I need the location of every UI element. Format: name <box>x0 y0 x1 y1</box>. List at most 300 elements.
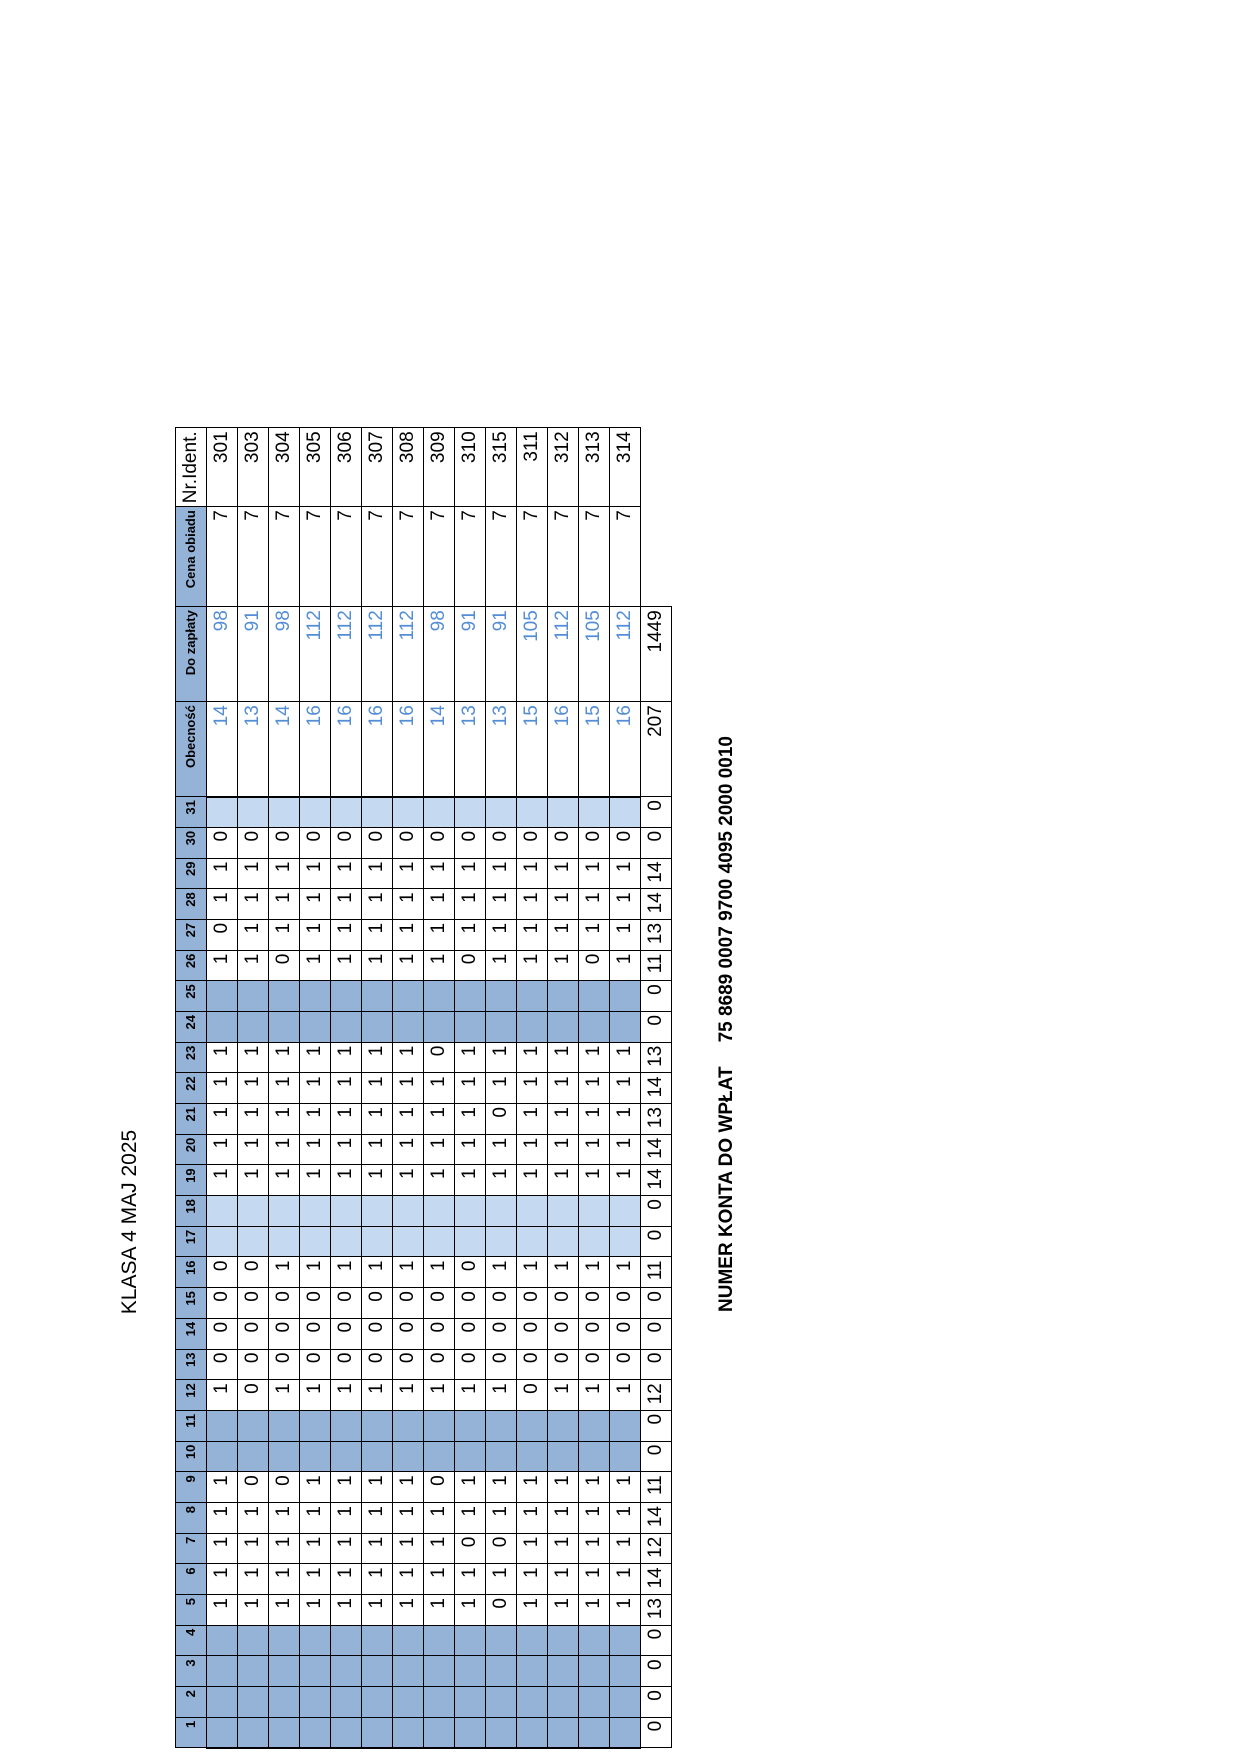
day-cell <box>331 1410 362 1441</box>
day-cell <box>393 1410 424 1441</box>
day-cell <box>331 1012 362 1043</box>
day-cell <box>300 981 331 1012</box>
day-cell: 1 <box>393 1257 424 1288</box>
day-cell: 1 <box>579 1533 610 1564</box>
day-cell <box>548 1687 579 1718</box>
day-cell <box>455 1625 486 1656</box>
day-cell: 1 <box>269 1042 300 1073</box>
day-cell <box>610 1717 641 1748</box>
day-cell: 1 <box>579 1472 610 1503</box>
day-cell: 1 <box>424 1165 455 1196</box>
day-cell: 1 <box>300 1257 331 1288</box>
day-cell: 1 <box>300 1165 331 1196</box>
day-cell <box>424 1410 455 1441</box>
day-cell: 1 <box>269 1134 300 1165</box>
cena-cell: 7 <box>424 507 455 607</box>
day-cell: 1 <box>424 889 455 920</box>
day-header: 27 <box>176 919 207 950</box>
day-cell <box>393 1196 424 1227</box>
day-cell: 1 <box>486 1042 517 1073</box>
day-cell: 1 <box>238 1564 269 1595</box>
obecnosc-cell: 16 <box>610 702 641 797</box>
day-cell <box>393 1441 424 1472</box>
day-cell: 1 <box>579 1073 610 1104</box>
day-cell <box>362 1410 393 1441</box>
day-cell <box>207 1656 238 1687</box>
day-cell <box>610 1656 641 1687</box>
day-cell: 1 <box>548 1165 579 1196</box>
cena-cell: 7 <box>579 507 610 607</box>
day-cell: 1 <box>610 889 641 920</box>
day-cell <box>424 1717 455 1748</box>
day-header: 15 <box>176 1288 207 1319</box>
day-cell: 1 <box>238 1595 269 1626</box>
ident-cell: 314 <box>610 428 641 507</box>
day-total: 11 <box>641 1472 672 1503</box>
day-cell: 0 <box>424 1349 455 1380</box>
day-cell <box>486 1717 517 1748</box>
ident-cell: 303 <box>238 428 269 507</box>
day-cell: 1 <box>300 1042 331 1073</box>
day-cell <box>455 1441 486 1472</box>
day-cell: 1 <box>393 1042 424 1073</box>
day-cell: 0 <box>393 1349 424 1380</box>
day-cell: 1 <box>207 1134 238 1165</box>
day-cell <box>393 1012 424 1043</box>
day-cell: 1 <box>455 1165 486 1196</box>
day-cell <box>393 1656 424 1687</box>
obecnosc-cell: 16 <box>548 702 579 797</box>
day-cell <box>455 1012 486 1043</box>
ident-cell: 301 <box>207 428 238 507</box>
day-cell: 1 <box>610 950 641 981</box>
day-cell: 1 <box>455 1104 486 1135</box>
day-cell: 0 <box>424 1472 455 1503</box>
day-cell <box>579 1717 610 1748</box>
table-row <box>455 428 486 1748</box>
day-cell: 1 <box>424 1073 455 1104</box>
obecnosc-cell: 16 <box>393 702 424 797</box>
day-cell: 1 <box>486 1165 517 1196</box>
day-header: 20 <box>176 1134 207 1165</box>
cena-total <box>641 507 672 607</box>
day-cell <box>207 1441 238 1472</box>
day-cell <box>517 1717 548 1748</box>
day-cell <box>331 1656 362 1687</box>
day-cell: 1 <box>393 858 424 889</box>
day-cell: 1 <box>424 1503 455 1534</box>
day-cell <box>486 1012 517 1043</box>
day-cell <box>424 1196 455 1227</box>
day-cell <box>269 1012 300 1043</box>
day-header: 22 <box>176 1073 207 1104</box>
day-cell: 1 <box>269 1073 300 1104</box>
day-cell <box>238 1226 269 1257</box>
day-cell: 0 <box>300 1318 331 1349</box>
day-cell: 1 <box>331 1380 362 1411</box>
table-row <box>362 428 393 1748</box>
day-total: 0 <box>641 1625 672 1656</box>
day-cell <box>331 1625 362 1656</box>
day-cell: 1 <box>610 1134 641 1165</box>
day-cell <box>331 1226 362 1257</box>
day-cell: 1 <box>207 1564 238 1595</box>
table-row <box>300 428 331 1748</box>
cena-cell: 7 <box>486 507 517 607</box>
day-total: 11 <box>641 1257 672 1288</box>
day-cell <box>424 797 455 828</box>
day-cell <box>300 1687 331 1718</box>
day-cell: 1 <box>207 1503 238 1534</box>
day-cell <box>486 1687 517 1718</box>
day-cell <box>486 1226 517 1257</box>
do-zaplaty-cell: 98 <box>424 607 455 702</box>
day-cell: 1 <box>455 1042 486 1073</box>
do-zaplaty-cell: 112 <box>610 607 641 702</box>
day-cell <box>548 1196 579 1227</box>
day-cell <box>455 797 486 828</box>
day-cell <box>548 1441 579 1472</box>
day-cell: 1 <box>455 1134 486 1165</box>
day-cell <box>455 1226 486 1257</box>
day-cell <box>486 1196 517 1227</box>
table-row <box>331 428 362 1748</box>
obecnosc-cell: 16 <box>331 702 362 797</box>
cena-cell: 7 <box>207 507 238 607</box>
day-header: 12 <box>176 1380 207 1411</box>
day-cell: 0 <box>362 1288 393 1319</box>
day-cell <box>269 1410 300 1441</box>
day-cell: 1 <box>362 1472 393 1503</box>
day-cell: 1 <box>269 889 300 920</box>
day-cell: 0 <box>486 1533 517 1564</box>
day-cell <box>362 1717 393 1748</box>
day-cell: 1 <box>300 1134 331 1165</box>
day-cell: 1 <box>486 858 517 889</box>
table-row <box>610 428 641 1748</box>
day-cell: 1 <box>455 1595 486 1626</box>
day-cell: 1 <box>548 1134 579 1165</box>
day-cell: 0 <box>455 827 486 858</box>
day-cell: 0 <box>269 1472 300 1503</box>
day-cell <box>548 797 579 828</box>
day-cell <box>579 981 610 1012</box>
day-cell: 0 <box>331 1349 362 1380</box>
day-cell <box>455 981 486 1012</box>
day-cell: 1 <box>517 889 548 920</box>
day-total: 14 <box>641 889 672 920</box>
day-total: 0 <box>641 1226 672 1257</box>
day-cell <box>455 1656 486 1687</box>
day-cell <box>486 797 517 828</box>
day-cell: 0 <box>207 1349 238 1380</box>
do-zaplaty-cell: 112 <box>362 607 393 702</box>
obecnosc-cell: 13 <box>455 702 486 797</box>
day-cell: 1 <box>393 1165 424 1196</box>
day-cell <box>517 1196 548 1227</box>
day-cell <box>517 1625 548 1656</box>
day-cell: 1 <box>207 1380 238 1411</box>
day-cell: 1 <box>424 1595 455 1626</box>
ident-cell: 309 <box>424 428 455 507</box>
header-do-zaplaty: Do zapłaty <box>176 607 207 702</box>
day-cell <box>207 1012 238 1043</box>
day-header: 5 <box>176 1595 207 1626</box>
day-cell: 0 <box>517 827 548 858</box>
day-total: 0 <box>641 981 672 1012</box>
ident-cell: 306 <box>331 428 362 507</box>
obecnosc-cell: 15 <box>517 702 548 797</box>
day-cell: 1 <box>207 1104 238 1135</box>
day-cell <box>269 797 300 828</box>
day-cell <box>238 1196 269 1227</box>
day-cell: 1 <box>269 1595 300 1626</box>
do-zaplaty-cell: 91 <box>486 607 517 702</box>
day-cell: 1 <box>331 1134 362 1165</box>
day-header: 9 <box>176 1472 207 1503</box>
day-cell: 1 <box>207 1165 238 1196</box>
day-cell: 1 <box>269 1533 300 1564</box>
day-cell: 0 <box>486 827 517 858</box>
day-cell: 1 <box>548 1503 579 1534</box>
day-cell: 1 <box>579 1134 610 1165</box>
day-cell: 1 <box>579 858 610 889</box>
day-cell: 1 <box>238 1042 269 1073</box>
day-cell <box>207 1410 238 1441</box>
day-cell <box>300 1656 331 1687</box>
day-cell: 1 <box>455 1073 486 1104</box>
ident-cell: 311 <box>517 428 548 507</box>
day-cell <box>331 1717 362 1748</box>
day-cell: 1 <box>579 889 610 920</box>
account-label: NUMER KONTA DO WPŁAT <box>716 1066 737 1312</box>
day-cell <box>610 1441 641 1472</box>
day-cell <box>300 1441 331 1472</box>
day-cell <box>331 1196 362 1227</box>
day-cell: 1 <box>207 1472 238 1503</box>
day-total: 0 <box>641 1687 672 1718</box>
do-zaplaty-cell: 91 <box>238 607 269 702</box>
header-obecnosc: Obecność <box>176 702 207 797</box>
day-cell <box>238 797 269 828</box>
day-header: 13 <box>176 1349 207 1380</box>
day-cell <box>207 1625 238 1656</box>
title-text: KLASA 4 MAJ 2025 <box>118 1129 141 1315</box>
day-cell: 1 <box>300 1533 331 1564</box>
day-cell: 0 <box>424 827 455 858</box>
day-cell: 0 <box>517 1318 548 1349</box>
day-cell: 0 <box>269 1288 300 1319</box>
day-cell <box>300 797 331 828</box>
day-cell: 0 <box>610 1349 641 1380</box>
ident-cell: 312 <box>548 428 579 507</box>
day-cell: 0 <box>455 1349 486 1380</box>
day-cell: 0 <box>486 1288 517 1319</box>
day-cell: 1 <box>517 1257 548 1288</box>
day-cell: 1 <box>424 950 455 981</box>
day-cell: 1 <box>548 950 579 981</box>
day-cell <box>610 1226 641 1257</box>
day-cell <box>393 1625 424 1656</box>
day-cell: 0 <box>424 1318 455 1349</box>
day-cell <box>238 981 269 1012</box>
day-cell: 1 <box>455 919 486 950</box>
day-cell: 0 <box>362 827 393 858</box>
day-cell: 1 <box>362 858 393 889</box>
day-total: 14 <box>641 1165 672 1196</box>
day-cell: 1 <box>362 1503 393 1534</box>
day-cell: 1 <box>455 1503 486 1534</box>
day-cell: 1 <box>486 1257 517 1288</box>
day-cell: 0 <box>517 1288 548 1319</box>
day-cell: 0 <box>579 1288 610 1319</box>
day-cell: 0 <box>331 827 362 858</box>
day-cell <box>548 1226 579 1257</box>
day-cell <box>548 1625 579 1656</box>
day-cell <box>393 981 424 1012</box>
day-cell: 0 <box>517 1349 548 1380</box>
day-cell <box>517 1226 548 1257</box>
day-cell: 0 <box>579 1349 610 1380</box>
day-cell: 1 <box>269 1564 300 1595</box>
day-header: 18 <box>176 1196 207 1227</box>
day-cell <box>207 981 238 1012</box>
do-zaplaty-cell: 98 <box>207 607 238 702</box>
day-cell: 1 <box>238 1134 269 1165</box>
day-cell: 0 <box>207 919 238 950</box>
day-cell <box>238 1410 269 1441</box>
ident-cell: 307 <box>362 428 393 507</box>
do-zaplaty-cell: 105 <box>579 607 610 702</box>
day-cell: 0 <box>610 1318 641 1349</box>
day-cell: 0 <box>610 827 641 858</box>
day-cell: 0 <box>269 1349 300 1380</box>
day-cell: 1 <box>548 1257 579 1288</box>
day-cell: 1 <box>517 1533 548 1564</box>
day-cell: 1 <box>393 1073 424 1104</box>
day-cell <box>362 1656 393 1687</box>
day-total: 14 <box>641 858 672 889</box>
day-cell: 0 <box>207 1288 238 1319</box>
day-cell: 0 <box>207 1318 238 1349</box>
day-cell <box>207 1717 238 1748</box>
day-cell: 1 <box>238 1503 269 1534</box>
day-cell: 1 <box>207 950 238 981</box>
day-cell <box>300 1717 331 1748</box>
day-cell: 0 <box>238 1318 269 1349</box>
day-cell <box>455 1410 486 1441</box>
day-cell: 1 <box>238 1073 269 1104</box>
day-total: 14 <box>641 1134 672 1165</box>
day-cell: 1 <box>486 1472 517 1503</box>
day-cell: 0 <box>486 1349 517 1380</box>
day-cell: 1 <box>393 919 424 950</box>
day-header: 19 <box>176 1165 207 1196</box>
day-cell: 1 <box>362 1165 393 1196</box>
day-total: 0 <box>641 1717 672 1748</box>
day-total: 13 <box>641 1042 672 1073</box>
day-header: 4 <box>176 1625 207 1656</box>
day-total: 0 <box>641 1196 672 1227</box>
cena-cell: 7 <box>269 507 300 607</box>
day-cell <box>269 1196 300 1227</box>
table-row <box>486 428 517 1748</box>
day-cell: 1 <box>548 1533 579 1564</box>
do-zaplaty-cell: 98 <box>269 607 300 702</box>
day-cell: 0 <box>548 1318 579 1349</box>
day-cell: 0 <box>331 1318 362 1349</box>
day-cell <box>269 1656 300 1687</box>
day-cell: 1 <box>548 1042 579 1073</box>
day-cell: 1 <box>269 1257 300 1288</box>
table-row <box>517 428 548 1748</box>
day-total: 0 <box>641 1441 672 1472</box>
day-cell: 1 <box>362 1595 393 1626</box>
day-cell: 1 <box>238 858 269 889</box>
day-cell <box>238 1625 269 1656</box>
day-cell: 1 <box>610 1073 641 1104</box>
day-cell: 1 <box>610 1564 641 1595</box>
day-cell: 0 <box>455 1318 486 1349</box>
day-cell <box>517 981 548 1012</box>
day-cell: 1 <box>362 919 393 950</box>
day-cell: 1 <box>269 919 300 950</box>
day-cell: 0 <box>579 1318 610 1349</box>
day-cell: 1 <box>517 1595 548 1626</box>
day-cell <box>455 1687 486 1718</box>
day-total: 0 <box>641 827 672 858</box>
day-cell: 1 <box>579 1042 610 1073</box>
day-cell: 1 <box>548 1380 579 1411</box>
attendance-table <box>175 273 680 1749</box>
day-cell: 1 <box>300 1595 331 1626</box>
day-cell: 1 <box>331 919 362 950</box>
day-cell: 1 <box>269 1165 300 1196</box>
day-cell: 1 <box>424 1380 455 1411</box>
do-zaplaty-cell: 112 <box>548 607 579 702</box>
day-header: 3 <box>176 1656 207 1687</box>
table-row <box>579 428 610 1748</box>
day-header: 1 <box>176 1717 207 1748</box>
day-cell: 1 <box>579 1564 610 1595</box>
day-cell <box>610 1196 641 1227</box>
day-cell <box>548 1656 579 1687</box>
day-cell: 1 <box>207 858 238 889</box>
day-total: 14 <box>641 1564 672 1595</box>
day-cell <box>517 1410 548 1441</box>
day-cell: 0 <box>548 1349 579 1380</box>
day-cell: 0 <box>300 827 331 858</box>
day-cell: 1 <box>579 919 610 950</box>
obecnosc-cell: 13 <box>238 702 269 797</box>
day-cell: 1 <box>238 1165 269 1196</box>
day-cell <box>238 1656 269 1687</box>
cena-cell: 7 <box>300 507 331 607</box>
day-cell: 1 <box>517 1503 548 1534</box>
day-cell: 0 <box>455 1533 486 1564</box>
cena-cell: 7 <box>548 507 579 607</box>
day-cell: 0 <box>238 1380 269 1411</box>
day-cell: 1 <box>517 1134 548 1165</box>
day-cell: 0 <box>393 1318 424 1349</box>
day-cell: 0 <box>269 1318 300 1349</box>
day-cell: 1 <box>300 1503 331 1534</box>
day-cell: 1 <box>300 858 331 889</box>
day-cell: 1 <box>362 950 393 981</box>
day-cell: 1 <box>300 950 331 981</box>
day-cell: 1 <box>207 1073 238 1104</box>
day-cell: 1 <box>331 1042 362 1073</box>
